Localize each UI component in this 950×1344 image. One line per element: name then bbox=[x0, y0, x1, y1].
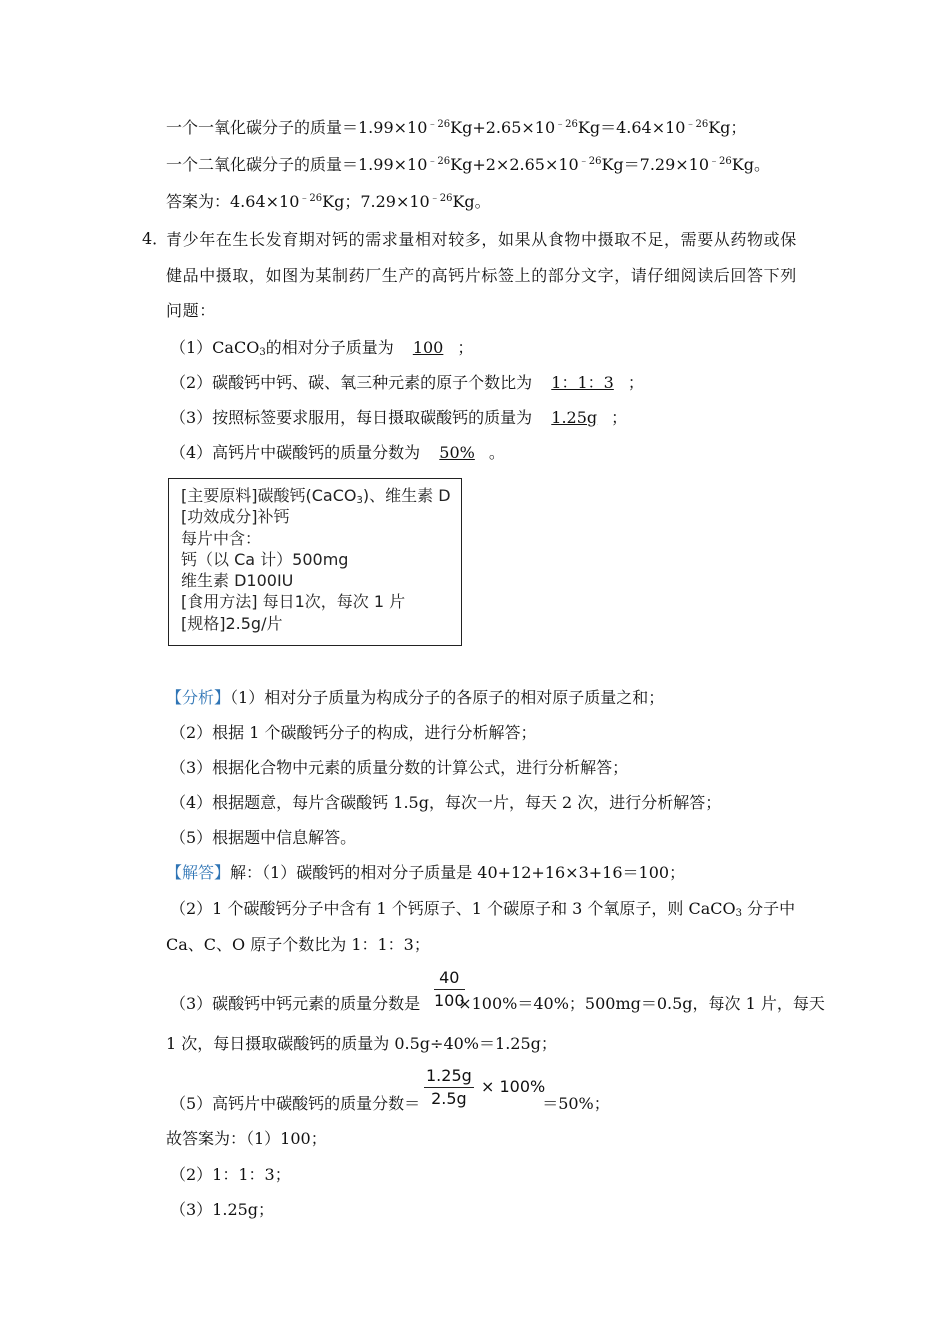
solution-line-3 bbox=[170, 994, 825, 1014]
answer-blank: 50% bbox=[439, 443, 475, 462]
text: Kg。 bbox=[731, 155, 770, 174]
question-text: 青少年在生长发育期对钙的需求量相对较多，如果从食物中摄取不足，需要从药物或保健品中摄取，如图为某制药厂生产的高钙片标签上的部分文字，请仔细阅读后回答下列问题： bbox=[166, 230, 797, 320]
exponent: ﹣26 bbox=[429, 193, 453, 204]
subscript: 3 bbox=[259, 347, 266, 358]
text: ； bbox=[457, 338, 474, 357]
text: ； bbox=[611, 408, 628, 427]
analysis-line-3: （3）根据化合物中元素的质量分数的计算公式，进行分析解答； bbox=[170, 758, 629, 777]
co2-mass-line bbox=[166, 155, 770, 175]
text: （2）碳酸钙中钙、碳、氧三种元素的原子个数比为 bbox=[170, 373, 533, 392]
exponent: ﹣26 bbox=[427, 156, 451, 167]
text: （2）1 个碳酸钙分子中含有 1 个钙原子、1 个碳原子和 3 个氧原子，则 CaCO bbox=[170, 899, 736, 918]
co-mass-line bbox=[166, 118, 746, 138]
exponent: ﹣26 bbox=[555, 119, 578, 130]
analysis-line-1 bbox=[166, 688, 664, 708]
numerator: 1.25g bbox=[424, 1066, 474, 1088]
question-number: 4． bbox=[142, 229, 169, 248]
final-answer-3: （3）1.25g； bbox=[170, 1200, 275, 1219]
text: 一个一氧化碳分子的质量＝1.99×10 bbox=[166, 118, 428, 137]
exponent: ﹣26 bbox=[578, 156, 602, 167]
product-label-box bbox=[168, 478, 462, 646]
solution-line-3-cont: 1 次，每日摄取碳酸钙的质量为 0.5g÷40%＝1.25g； bbox=[166, 1034, 557, 1053]
exponent: ﹣26 bbox=[685, 119, 709, 130]
label-line-vitamin: 维生素 D100IU bbox=[181, 571, 294, 591]
sub-question-2 bbox=[170, 373, 644, 393]
text: Kg。 bbox=[452, 192, 491, 211]
prev-answer-line bbox=[166, 192, 491, 212]
solution-line-1 bbox=[166, 863, 685, 883]
text: 解：（1）碳酸钙的相对分子质量是 40+12+16×3+16＝100； bbox=[230, 863, 686, 882]
answer-blank: 1.25g bbox=[551, 408, 598, 427]
text: [主要原料]碳酸钙(CaCO bbox=[181, 486, 357, 505]
label-line-calcium: 钙（以 Ca 计）500mg bbox=[181, 549, 349, 569]
text: )、维生素 D bbox=[362, 486, 451, 505]
text: 的相对分子质量为 bbox=[265, 338, 394, 357]
text: （1）CaCO bbox=[170, 338, 260, 357]
text: （5）高钙片中碳酸钙的质量分数＝ bbox=[170, 1094, 421, 1113]
analysis-tag: 【分析】 bbox=[166, 688, 231, 707]
text: Kg；7.29×10 bbox=[322, 192, 430, 211]
analysis-line-4: （4）根据题意，每片含碳酸钙 1.5g，每次一片，每天 2 次，进行分析解答； bbox=[170, 793, 722, 812]
label-line-per-tablet: 每片中含： bbox=[181, 528, 262, 548]
analysis-line-5: （5）根据题中信息解答。 bbox=[170, 828, 357, 847]
answer-blank: 100 bbox=[412, 338, 444, 357]
text: ＝50%； bbox=[542, 1094, 610, 1113]
text: ×100%＝40%；500mg＝0.5g，每次 1 片，每天 bbox=[458, 994, 825, 1013]
text: Kg＝4.64×10 bbox=[577, 118, 686, 137]
text: Kg＝7.29×10 bbox=[601, 155, 710, 174]
subscript: 3 bbox=[356, 495, 363, 506]
label-line-effect: [功效成分]补钙 bbox=[181, 507, 290, 527]
numerator: 40 bbox=[434, 968, 465, 990]
text: Kg； bbox=[708, 118, 747, 137]
analysis-line-2: （2）根据 1 个碳酸钙分子的构成，进行分析解答； bbox=[170, 723, 537, 742]
solution-line-2-cont: Ca、C、O 原子个数比为 1：1：3； bbox=[166, 935, 430, 954]
text: 一个二氧化碳分子的质量＝1.99×10 bbox=[166, 155, 428, 174]
solution-line-2 bbox=[170, 899, 795, 919]
final-answer-2: （2）1：1：3； bbox=[170, 1165, 291, 1184]
denominator: 2.5g bbox=[431, 1089, 467, 1108]
final-answer-line: 故答案为：（1）100； bbox=[166, 1129, 327, 1148]
text: Kg+2.65×10 bbox=[450, 118, 556, 137]
label-line-spec: [规格]2.5g/片 bbox=[181, 613, 283, 633]
label-line-ingredients bbox=[181, 485, 461, 506]
answer-blank: 1：1：3 bbox=[551, 373, 614, 392]
solution-line-5 bbox=[170, 1094, 610, 1114]
text: 。 bbox=[488, 443, 505, 462]
exponent: ﹣26 bbox=[427, 119, 451, 130]
text: 分子中 bbox=[742, 899, 796, 918]
text: 答案为：4.64×10 bbox=[166, 192, 300, 211]
sub-question-1 bbox=[170, 338, 473, 358]
label-line-usage: [食用方法] 每日1次，每次 1 片 bbox=[181, 592, 406, 612]
text: ； bbox=[627, 373, 644, 392]
exponent: ﹣26 bbox=[299, 193, 323, 204]
sub-question-3 bbox=[170, 408, 627, 428]
subscript: 3 bbox=[735, 908, 743, 919]
text: （3）碳酸钙中钙元素的质量分数是 bbox=[170, 994, 421, 1013]
text: （3）按照标签要求服用，每日摄取碳酸钙的质量为 bbox=[170, 408, 533, 427]
solution-tag: 【解答】 bbox=[166, 863, 231, 882]
sub-question-4 bbox=[170, 443, 505, 463]
text: （4）高钙片中碳酸钙的质量分数为 bbox=[170, 443, 421, 462]
exponent: ﹣26 bbox=[709, 156, 732, 167]
text: Kg+2×2.65×10 bbox=[450, 155, 579, 174]
text: （1）相对分子质量为构成分子的各原子的相对原子质量之和； bbox=[230, 688, 665, 707]
multiply-100-percent: × 100% bbox=[481, 1077, 546, 1096]
denominator: 100 bbox=[434, 991, 465, 1010]
